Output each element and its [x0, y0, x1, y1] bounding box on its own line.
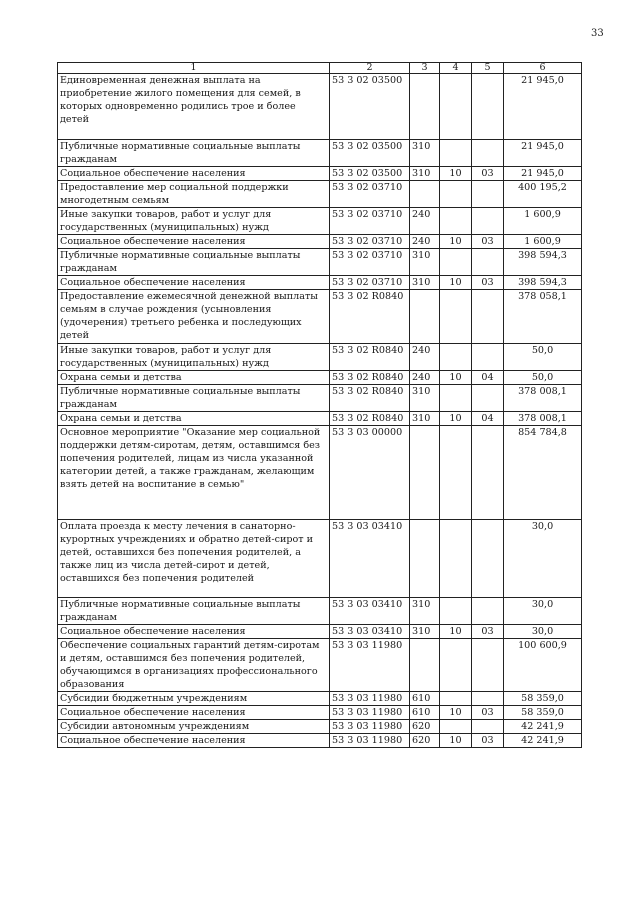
- row-subsection: 04: [472, 412, 504, 426]
- row-section: [440, 426, 472, 520]
- row-section: 10: [440, 706, 472, 720]
- row-section: [440, 598, 472, 625]
- row-code: 53 3 02 03710: [330, 208, 410, 235]
- row-amount: 50,0: [504, 344, 582, 371]
- row-amount: 854 784,8: [504, 426, 582, 520]
- row-amount: 378 008,1: [504, 412, 582, 426]
- row-subsection: 03: [472, 276, 504, 290]
- row-subsection: [472, 140, 504, 167]
- row-section: [440, 74, 472, 140]
- row-expense-type: 610: [410, 692, 440, 706]
- row-amount: 100 600,9: [504, 639, 582, 692]
- row-section: 10: [440, 625, 472, 639]
- table-row: [58, 639, 582, 692]
- table-row: [58, 74, 582, 140]
- row-code: 53 3 02 03710: [330, 249, 410, 276]
- row-amount: 378 008,1: [504, 385, 582, 412]
- table-row: [58, 276, 582, 290]
- row-amount: 30,0: [504, 520, 582, 598]
- row-expense-type: 310: [410, 167, 440, 181]
- row-subsection: 03: [472, 734, 504, 748]
- table-row: [58, 249, 582, 276]
- row-code: 53 3 02 03500: [330, 167, 410, 181]
- row-subsection: [472, 344, 504, 371]
- row-name: Публичные нормативные социальные выплаты гражданам: [58, 598, 330, 625]
- row-subsection: [472, 598, 504, 625]
- row-amount: 21 945,0: [504, 74, 582, 140]
- row-expense-type: 310: [410, 140, 440, 167]
- column-header: 2: [330, 63, 410, 74]
- table-row: [58, 706, 582, 720]
- row-amount: 21 945,0: [504, 140, 582, 167]
- row-amount: 398 594,3: [504, 276, 582, 290]
- row-amount: 50,0: [504, 371, 582, 385]
- row-expense-type: 310: [410, 625, 440, 639]
- table-row: [58, 598, 582, 625]
- row-subsection: [472, 720, 504, 734]
- table-row: [58, 412, 582, 426]
- row-subsection: [472, 181, 504, 208]
- row-amount: 1 600,9: [504, 235, 582, 249]
- row-section: [440, 385, 472, 412]
- row-code: 53 3 02 03710: [330, 276, 410, 290]
- row-name: Охрана семьи и детства: [58, 412, 330, 426]
- table-row: [58, 371, 582, 385]
- table-row: [58, 734, 582, 748]
- table-row: [58, 181, 582, 208]
- table-header-row: [58, 63, 582, 74]
- column-header: 1: [58, 63, 330, 74]
- row-name: Оплата проезда к месту лечения в санаторно-курортных учреждениях и обратно детей-сирот и детей, оставшихся без попечения родителей, а также лиц из числа детей-сирот и детей, оставшихся без попечения родителей: [58, 520, 330, 598]
- row-name: Социальное обеспечение населения: [58, 734, 330, 748]
- table-row: [58, 625, 582, 639]
- table-row: [58, 344, 582, 371]
- table-row: [58, 208, 582, 235]
- row-section: [440, 520, 472, 598]
- row-section: [440, 181, 472, 208]
- row-code: 53 3 03 11980: [330, 720, 410, 734]
- row-subsection: [472, 692, 504, 706]
- row-expense-type: 310: [410, 598, 440, 625]
- table-row: [58, 167, 582, 181]
- row-section: 10: [440, 412, 472, 426]
- row-name: Предоставление мер социальной поддержки многодетным семьям: [58, 181, 330, 208]
- row-amount: 42 241,9: [504, 720, 582, 734]
- row-subsection: 03: [472, 235, 504, 249]
- row-expense-type: 310: [410, 276, 440, 290]
- row-amount: 58 359,0: [504, 706, 582, 720]
- table-row: [58, 692, 582, 706]
- row-expense-type: [410, 639, 440, 692]
- row-subsection: [472, 249, 504, 276]
- row-code: 53 3 02 03500: [330, 140, 410, 167]
- row-name: Социальное обеспечение населения: [58, 706, 330, 720]
- row-subsection: [472, 290, 504, 344]
- row-expense-type: 240: [410, 371, 440, 385]
- row-code: 53 3 03 11980: [330, 692, 410, 706]
- row-subsection: 03: [472, 625, 504, 639]
- row-code: 53 3 03 00000: [330, 426, 410, 520]
- column-header: 4: [440, 63, 472, 74]
- row-expense-type: 310: [410, 385, 440, 412]
- column-header: 5: [472, 63, 504, 74]
- row-amount: 30,0: [504, 598, 582, 625]
- row-code: 53 3 02 R0840: [330, 412, 410, 426]
- row-section: [440, 290, 472, 344]
- row-name: Иные закупки товаров, работ и услуг для государственных (муниципальных) нужд: [58, 208, 330, 235]
- table-row: [58, 235, 582, 249]
- row-expense-type: 310: [410, 412, 440, 426]
- row-amount: 42 241,9: [504, 734, 582, 748]
- row-section: 10: [440, 734, 472, 748]
- row-section: [440, 208, 472, 235]
- table-row: [58, 720, 582, 734]
- row-name: Предоставление ежемесячной денежной выплаты семьям в случае рождения (усыновления (удочерения) третьего ребенка и последующих детей: [58, 290, 330, 344]
- row-expense-type: 240: [410, 208, 440, 235]
- row-code: 53 3 03 03410: [330, 598, 410, 625]
- row-amount: 30,0: [504, 625, 582, 639]
- row-section: 10: [440, 371, 472, 385]
- row-code: 53 3 02 R0840: [330, 290, 410, 344]
- row-expense-type: [410, 290, 440, 344]
- table-row: [58, 385, 582, 412]
- row-expense-type: 240: [410, 344, 440, 371]
- row-expense-type: 610: [410, 706, 440, 720]
- row-subsection: [472, 385, 504, 412]
- row-name: Публичные нормативные социальные выплаты гражданам: [58, 140, 330, 167]
- row-expense-type: 620: [410, 720, 440, 734]
- row-code: 53 3 03 11980: [330, 734, 410, 748]
- page-number: 33: [591, 28, 604, 39]
- row-code: 53 3 03 03410: [330, 625, 410, 639]
- row-name: Публичные нормативные социальные выплаты гражданам: [58, 249, 330, 276]
- row-section: [440, 720, 472, 734]
- row-expense-type: 620: [410, 734, 440, 748]
- row-subsection: [472, 208, 504, 235]
- row-code: 53 3 02 R0840: [330, 385, 410, 412]
- row-amount: 58 359,0: [504, 692, 582, 706]
- row-name: Социальное обеспечение населения: [58, 625, 330, 639]
- row-expense-type: [410, 426, 440, 520]
- row-name: Субсидии бюджетным учреждениям: [58, 692, 330, 706]
- row-section: 10: [440, 167, 472, 181]
- row-code: 53 3 02 03710: [330, 181, 410, 208]
- row-name: Иные закупки товаров, работ и услуг для государственных (муниципальных) нужд: [58, 344, 330, 371]
- row-subsection: 03: [472, 167, 504, 181]
- row-code: 53 3 02 03710: [330, 235, 410, 249]
- row-expense-type: [410, 520, 440, 598]
- table-row: [58, 140, 582, 167]
- row-subsection: [472, 74, 504, 140]
- row-subsection: [472, 639, 504, 692]
- table-row: [58, 520, 582, 598]
- row-amount: 21 945,0: [504, 167, 582, 181]
- row-section: [440, 140, 472, 167]
- row-name: Социальное обеспечение населения: [58, 235, 330, 249]
- row-name: Основное мероприятие "Оказание мер социальной поддержки детям-сиротам, детям, оставшимся без попечения родителей, лицам из числа указанной категории детей, а также гражданам, желающим взять детей на воспитание в семью": [58, 426, 330, 520]
- row-name: Социальное обеспечение населения: [58, 167, 330, 181]
- row-name: Обеспечение социальных гарантий детям-сиротам и детям, оставшимся без попечения родителей, обучающимся в организациях профессионального образования: [58, 639, 330, 692]
- row-amount: 398 594,3: [504, 249, 582, 276]
- budget-table: [57, 62, 582, 748]
- row-name: Охрана семьи и детства: [58, 371, 330, 385]
- row-name: Субсидии автономным учреждениям: [58, 720, 330, 734]
- column-header: 3: [410, 63, 440, 74]
- row-expense-type: 310: [410, 249, 440, 276]
- row-subsection: [472, 520, 504, 598]
- row-section: [440, 692, 472, 706]
- row-amount: 400 195,2: [504, 181, 582, 208]
- row-name: Социальное обеспечение населения: [58, 276, 330, 290]
- row-name: Единовременная денежная выплата на приобретение жилого помещения для семей, в которых одновременно родились трое и более детей: [58, 74, 330, 140]
- row-code: 53 3 02 R0840: [330, 344, 410, 371]
- row-expense-type: [410, 181, 440, 208]
- row-section: 10: [440, 235, 472, 249]
- row-subsection: 03: [472, 706, 504, 720]
- column-header: 6: [504, 63, 582, 74]
- row-expense-type: 240: [410, 235, 440, 249]
- row-expense-type: [410, 74, 440, 140]
- row-subsection: [472, 426, 504, 520]
- row-section: [440, 639, 472, 692]
- row-code: 53 3 03 11980: [330, 639, 410, 692]
- row-section: 10: [440, 276, 472, 290]
- row-section: [440, 344, 472, 371]
- row-amount: 378 058,1: [504, 290, 582, 344]
- row-code: 53 3 02 03500: [330, 74, 410, 140]
- row-name: Публичные нормативные социальные выплаты гражданам: [58, 385, 330, 412]
- row-amount: 1 600,9: [504, 208, 582, 235]
- table-row: [58, 290, 582, 344]
- row-code: 53 3 03 03410: [330, 520, 410, 598]
- table-row: [58, 426, 582, 520]
- row-section: [440, 249, 472, 276]
- row-code: 53 3 02 R0840: [330, 371, 410, 385]
- row-subsection: 04: [472, 371, 504, 385]
- row-code: 53 3 03 11980: [330, 706, 410, 720]
